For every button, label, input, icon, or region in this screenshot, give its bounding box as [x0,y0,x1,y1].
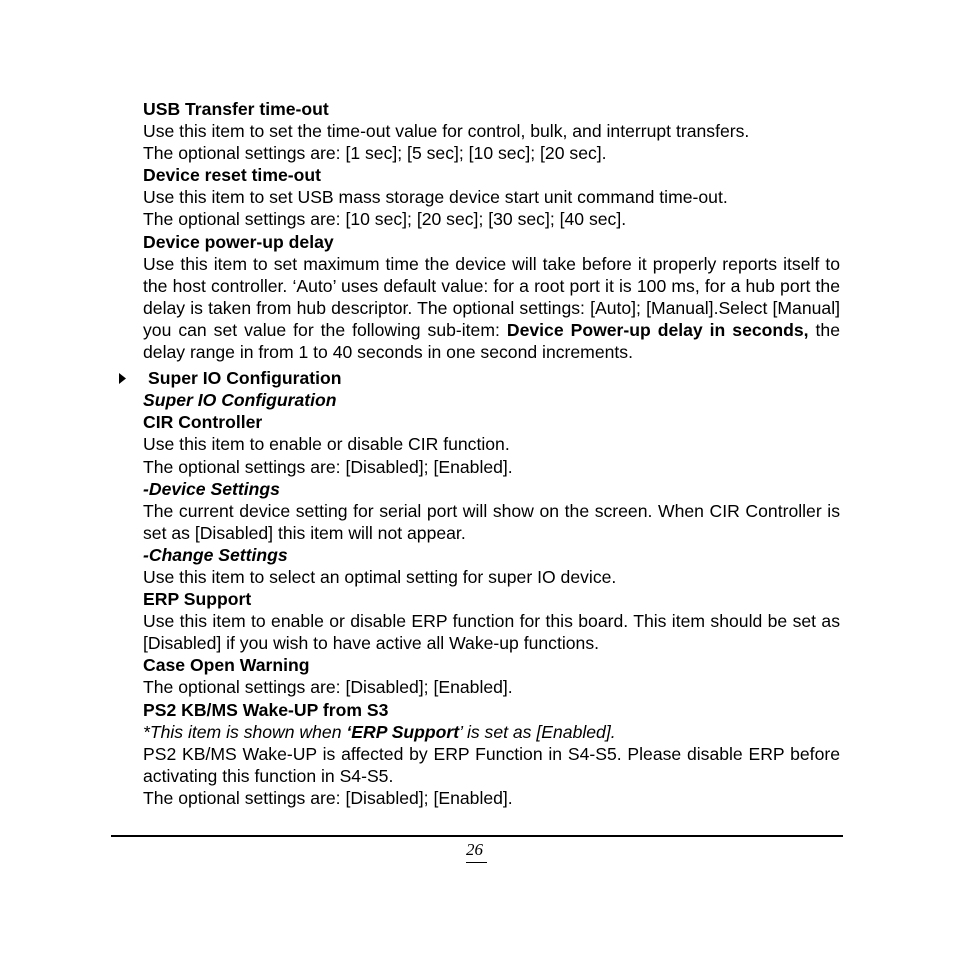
cir-heading: CIR Controller [143,412,263,433]
device-powerup-paragraph [143,253,840,363]
ps2-note-text-2: ’ is set as [Enabled]. [459,721,616,742]
ps2-options: The optional settings are: [Disabled]; [Enabled]. [143,787,513,808]
device-reset-description: Use this item to set USB mass storage device start unit command time-out. [143,187,728,208]
device-settings-heading: -Device Settings [143,478,280,499]
ps2-note-erp: ‘ERP Support [346,721,460,742]
footer-divider [111,835,843,837]
device-settings-paragraph: The current device setting for serial port will show on the screen. When CIR Controller is set as [Disabled] this item will not appear. [143,500,840,543]
usb-transfer-options: The optional settings are: [1 sec]; [5 sec]; [10 sec]; [20 sec]. [143,143,607,164]
change-settings-heading: -Change Settings [143,544,288,565]
usb-transfer-heading: USB Transfer time-out [143,99,329,119]
super-io-subtitle: Super IO Configuration [143,390,337,411]
device-powerup-subitem: Device Power-up delay in seconds, [506,319,809,340]
ps2-paragraph: PS2 KB/MS Wake-UP is affected by ERP Function in S4-S5. Please disable ERP before activating this function in S4-S5. [143,743,840,786]
page-number-underline [466,862,487,863]
case-open-options: The optional settings are: [Disabled]; [Enabled]. [143,677,513,698]
usb-transfer-description: Use this item to set the time-out value for control, bulk, and interrupt transfers. [143,121,750,142]
ps2-note-text-1: *This item is shown when [143,721,347,742]
page-number: 26 [466,840,483,859]
cir-options: The optional settings are: [Disabled]; [Enabled]. [143,456,513,477]
cir-description: Use this item to enable or disable CIR function. [143,434,510,455]
manual-page-content [143,98,840,809]
device-powerup-heading: Device power-up delay [143,231,334,252]
super-io-section-title: Super IO Configuration [148,368,342,389]
device-reset-heading: Device reset time-out [143,165,321,186]
device-reset-options: The optional settings are: [10 sec]; [20 sec]; [30 sec]; [40 sec]. [143,209,627,230]
erp-paragraph: Use this item to enable or disable ERP function for this board. This item should be set as [Disabled] if you wish to have active all Wake-up functions. [143,611,840,654]
erp-heading: ERP Support [143,589,252,610]
device-powerup-text-2: the delay range in from 1 to 40 seconds in one second increments. [143,319,840,363]
ps2-note [143,721,840,743]
super-io-section-heading [143,367,840,389]
case-open-heading: Case Open Warning [143,655,310,676]
ps2-heading: PS2 KB/MS Wake-UP from S3 [143,699,389,720]
change-settings-description: Use this item to select an optimal setting for super IO device. [143,566,617,587]
right-triangle-icon [119,367,129,389]
device-powerup-text-1: Use this item to set maximum time the device will take before it properly reports itself to the host controller. ‘Auto’ uses default value: for a root port it is 100 ms, for a hub port the delay is taken from hub descriptor. The optional settings: [Auto]; [Manual].Select [Manual] you can set value for the following sub-item: [143,253,840,340]
